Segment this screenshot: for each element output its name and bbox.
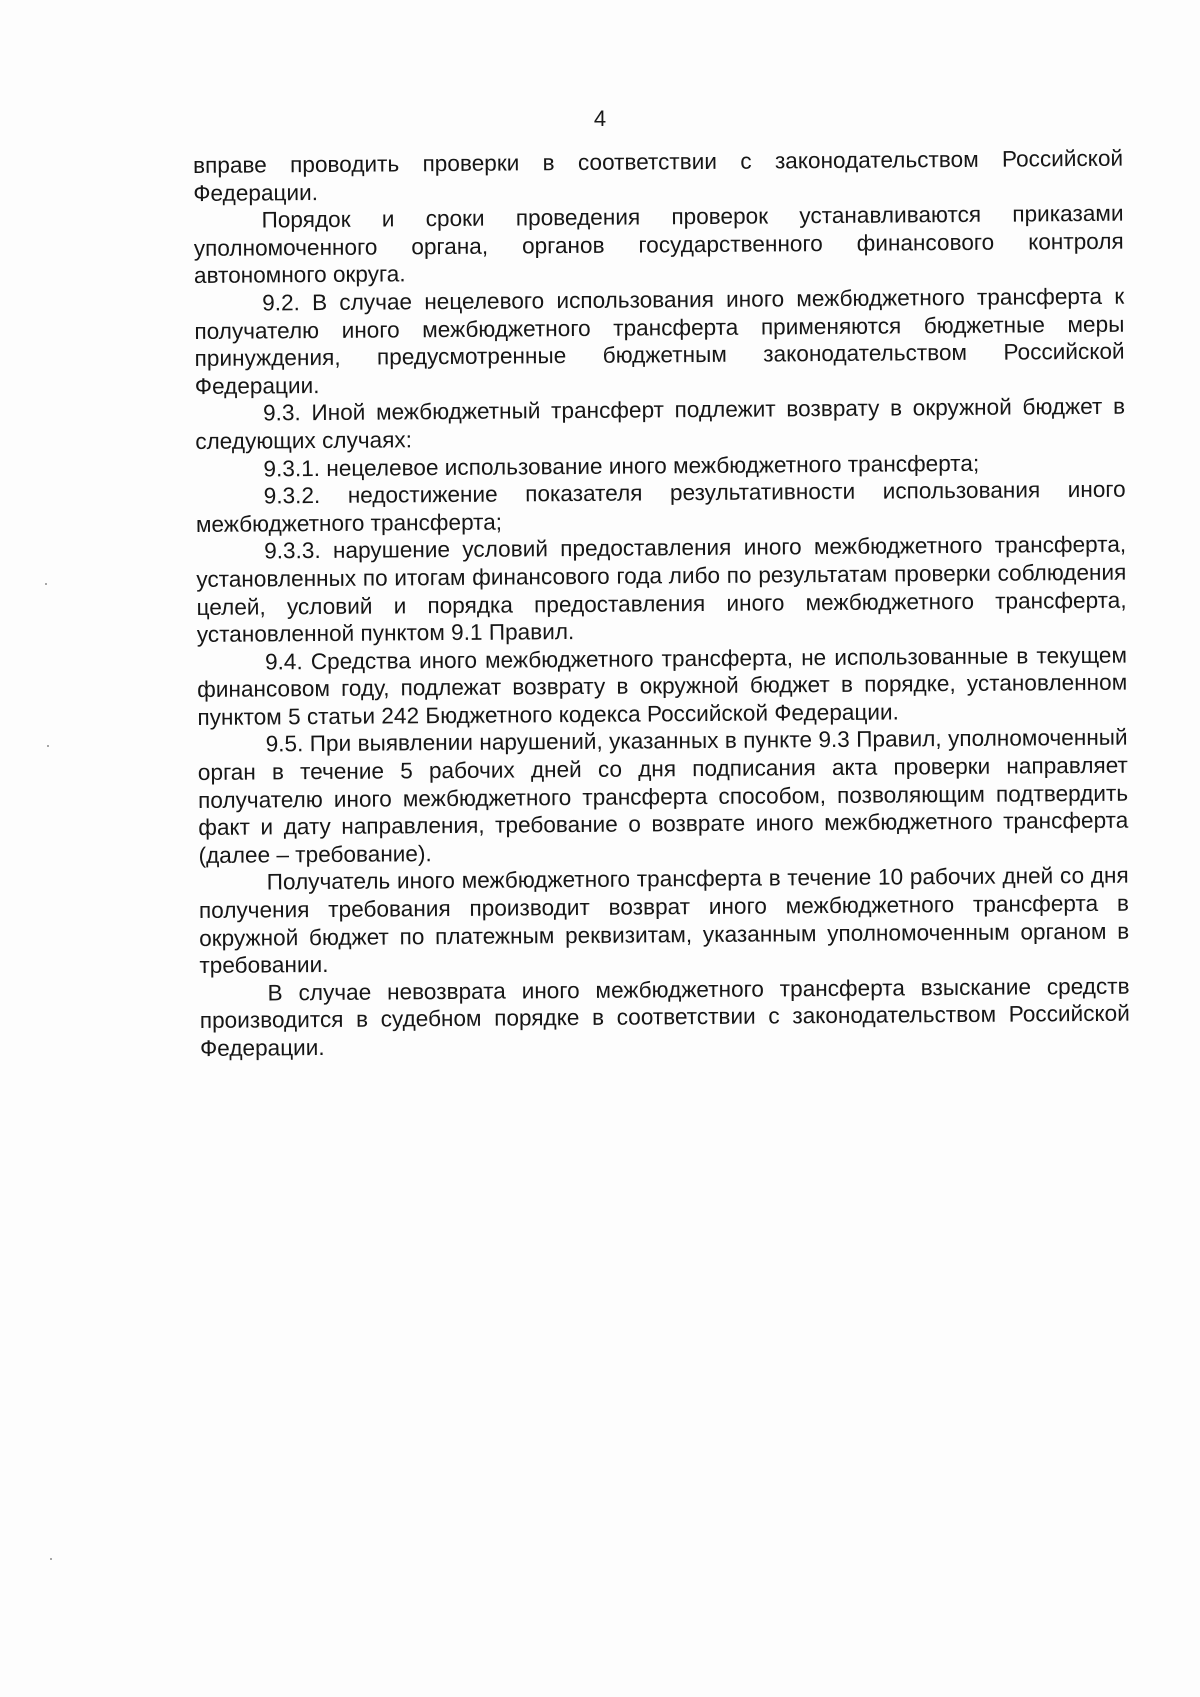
paragraph-9-4: 9.4. Средства иного межбюджетного трансферта, не использованные в текущем финансовом году, подлежат возврату в окружной бюджет в порядке, установленном пунктом 5 статьи 242 Бюджетного кодекса Российской Федерации. bbox=[197, 642, 1128, 730]
paragraph-return-procedure: Получатель иного межбюджетного трансферта в течение 10 рабочих дней со дня получения требования производит возврат иного межбюджетного трансферта в окружной бюджет по платежным реквизитам, указанным уполномоченным органом в требовании. bbox=[198, 863, 1130, 979]
paragraph-inspection-procedure: Порядок и сроки проведения проверок устанавливаются приказами уполномоченного органа, органов государственного финансового контроля автономного округа. bbox=[193, 200, 1124, 289]
paragraph-9-2: 9.2. В случае нецелевого использования иного межбюджетного трансферта к получателю иного межбюджетного трансферта применяются бюджетные меры принуждения, предусмотренные бюджетным законодательством Российской Федерации. bbox=[194, 283, 1125, 399]
scan-artifact-dot bbox=[50, 1558, 52, 1560]
page-number: 4 bbox=[593, 106, 607, 131]
paragraph-9-3-3: 9.3.3. нарушение условий предоставления иного межбюджетного трансферта, установленных по итогам финансового года либо по результатам проверки соблюдения целей, условий и порядка предоставления иного межбюджетного трансферта, установленной пунктом 9.1 Правил. bbox=[196, 531, 1127, 648]
paragraph-non-return: В случае невозврата иного межбюджетного трансферта взыскание средств производится в судебном порядке в соответствии с законодательством Российской Федерации. bbox=[199, 973, 1130, 1061]
paragraph-9-3: 9.3. Иной межбюджетный трансферт подлежит возврату в окружной бюджет в следующих случаях: bbox=[195, 394, 1126, 454]
paragraph-continuation: вправе проводить проверки в соответствии с законодательством Российской Федерации. bbox=[193, 145, 1124, 206]
paragraph-9-3-1: 9.3.1. нецелевое использование иного межбюджетного трансферта; bbox=[263, 450, 980, 481]
document-body bbox=[193, 145, 1130, 1063]
scan-artifact-dot bbox=[47, 745, 49, 747]
scan-artifact-dot bbox=[45, 583, 47, 585]
paragraph-9-3-2: 9.3.2. недостижение показателя результативности использования иного межбюджетного трансферта; bbox=[195, 476, 1126, 537]
paragraph-9-5: 9.5. При выявлении нарушений, указанных в пункте 9.3 Правил, уполномоченный орган в течение 5 рабочих дней со дня подписания акта проверки направляет получателю иного межбюджетного трансферта способом, позволяющим подтвердить факт и дату направления, требование о возврате иного межбюджетного трансферта (далее – требование). bbox=[197, 725, 1129, 868]
